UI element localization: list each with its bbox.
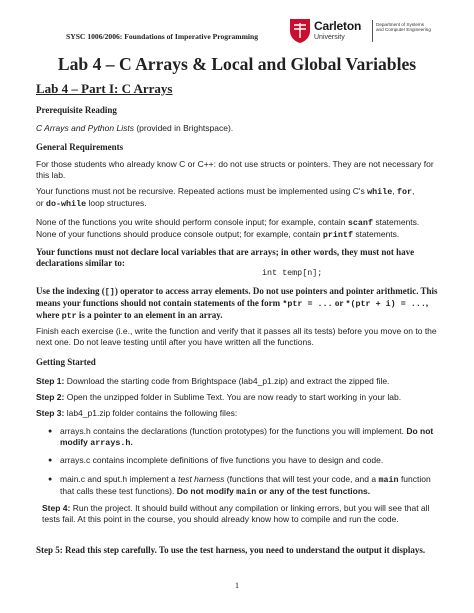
requirements-p2 — [36, 186, 440, 210]
bullet-main-c — [60, 474, 440, 498]
p2-b: , — [412, 186, 415, 196]
p5-d: , where — [36, 298, 429, 320]
code-main-2: main — [236, 487, 257, 497]
prereq-rest: (provided in Brightspace). — [133, 123, 234, 133]
p5-b: ) operator to access array elements. Do not use pointers and pointer arithmetic. This means your functions should not contain statements of the form — [36, 286, 438, 308]
b3-bold: Do not modify — [176, 486, 237, 496]
b1-b: Do not modify — [60, 426, 434, 447]
code-ptr: ptr — [61, 311, 77, 321]
b1-c: . — [130, 437, 133, 447]
step-1-label: Step 1: — [36, 376, 65, 386]
step-2 — [36, 392, 440, 403]
code-do-while: do-while — [45, 199, 87, 209]
p3-a: None of the functions you write should perform console input; for example, contain — [36, 217, 348, 227]
carleton-logo — [289, 16, 439, 46]
step-4-label: Step 4: — [42, 503, 71, 513]
requirements-p4: Your functions must not declare local variables that are arrays; in other words, they must not have declarations similar to: — [36, 247, 415, 268]
p2-d: loop structures. — [86, 198, 147, 208]
dept-line-2: and Computer Engineering — [376, 27, 431, 33]
step-1-text: Download the starting code from Brightspace (lab4_p1.zip) and extract the zipped file. — [64, 376, 390, 386]
step-5-label: Step 5: — [36, 545, 63, 555]
code-while: while — [367, 187, 393, 197]
section-title: Lab 4 – Part I: C Arrays — [36, 81, 173, 96]
step-2-label: Step 2: — [36, 392, 65, 402]
code-ptr-assign: *ptr = ... — [282, 299, 333, 309]
getting-started-heading: Getting Started — [36, 357, 96, 367]
step-3-label: Step 3: — [36, 408, 65, 418]
requirements-p1: For those students who already know C or C++: do not use structs or pointers. They are not necessary for this lab. — [36, 159, 434, 180]
document-title: Lab 4 – C Arrays & Local and Global Variables — [57, 54, 417, 74]
step-5-text: Read this step carefully. To use the test harness, you need to understand the output it displays. — [62, 545, 426, 555]
logo-name: Carleton — [314, 19, 362, 33]
p3-b: statements. None of your functions should produce console output; for example, contain — [36, 217, 420, 239]
course-header: SYSC 1006/2006: Foundations of Imperative Programming — [66, 32, 259, 41]
b1-a: arrays.h contains the declarations (function prototypes) for the functions you will implement. — [60, 426, 407, 436]
b3-b: (functions that will test your code, and a — [224, 474, 379, 484]
prereq-italic: C Arrays and Python Lists — [36, 123, 134, 133]
logo-sub: University — [314, 34, 345, 41]
logo-divider — [372, 20, 373, 42]
bullet-icon: ● — [48, 428, 53, 435]
bullet-arrays-c: arrays.c contains incomplete definitions of five functions you have to design and code. — [60, 455, 384, 465]
requirements-p3 — [36, 217, 440, 241]
b3-a: main.c and sput.h implement a — [60, 474, 179, 484]
code-declaration: int temp[n]; — [262, 268, 323, 278]
step-3 — [36, 408, 440, 419]
p5-e: is a pointer to an element in an array. — [76, 310, 223, 320]
prereq-heading: Prerequisite Reading — [36, 105, 117, 115]
requirements-p5 — [36, 286, 440, 322]
p2-comma: , — [392, 186, 397, 196]
step-1 — [36, 376, 440, 387]
bullet-arrays-h — [60, 426, 440, 449]
code-for: for — [396, 187, 413, 197]
requirements-heading: General Requirements — [36, 142, 124, 152]
requirements-p6: Finish each exercise (i.e., write the function and verify that it passes all its tests) before you move on to the next one. Do not leave testing until after you have written all the functions. — [36, 326, 437, 347]
code-scanf: scanf — [347, 218, 373, 228]
p3-c: statements. — [352, 229, 400, 239]
code-brackets: [] — [104, 287, 115, 297]
page-number: 1 — [234, 580, 240, 590]
shield-icon — [289, 18, 311, 44]
code-arrays-h: arrays.h — [90, 438, 131, 448]
b3-italic: test harness — [178, 474, 225, 484]
step-5 — [36, 545, 440, 556]
code-main: main — [378, 475, 399, 485]
step-4-text: Run the project. It should build without any compilation or linking errors, but you will see that all tests fail. At this point in the course, you should already know how to compile and run the code. — [42, 503, 430, 524]
prereq-text — [36, 123, 440, 134]
logo-department — [376, 22, 436, 33]
step-2-text: Open the unzipped folder in Sublime Text. You are now ready to start working in your lab. — [64, 392, 402, 402]
code-ptr-offset: *(ptr + i) = ... — [345, 299, 426, 309]
p5-c: or — [332, 298, 346, 308]
step-3-text: lab4_p1.zip folder contains the following files: — [64, 408, 238, 418]
bullet-icon: ● — [48, 476, 53, 483]
bullet-icon: ● — [48, 457, 53, 464]
p5-a: Use the indexing ( — [36, 286, 105, 296]
code-printf: printf — [322, 230, 353, 240]
step-4 — [42, 503, 440, 525]
b3-c: function that calls these test functions). — [60, 474, 431, 496]
b3-bold-2: or any of the test functions. — [256, 486, 371, 496]
p2-a: Your functions must not be recursive. Repeated actions must be implemented using C's — [36, 186, 368, 196]
dept-line-1: Department of Systems — [376, 22, 424, 27]
p2-c: or — [36, 198, 46, 208]
